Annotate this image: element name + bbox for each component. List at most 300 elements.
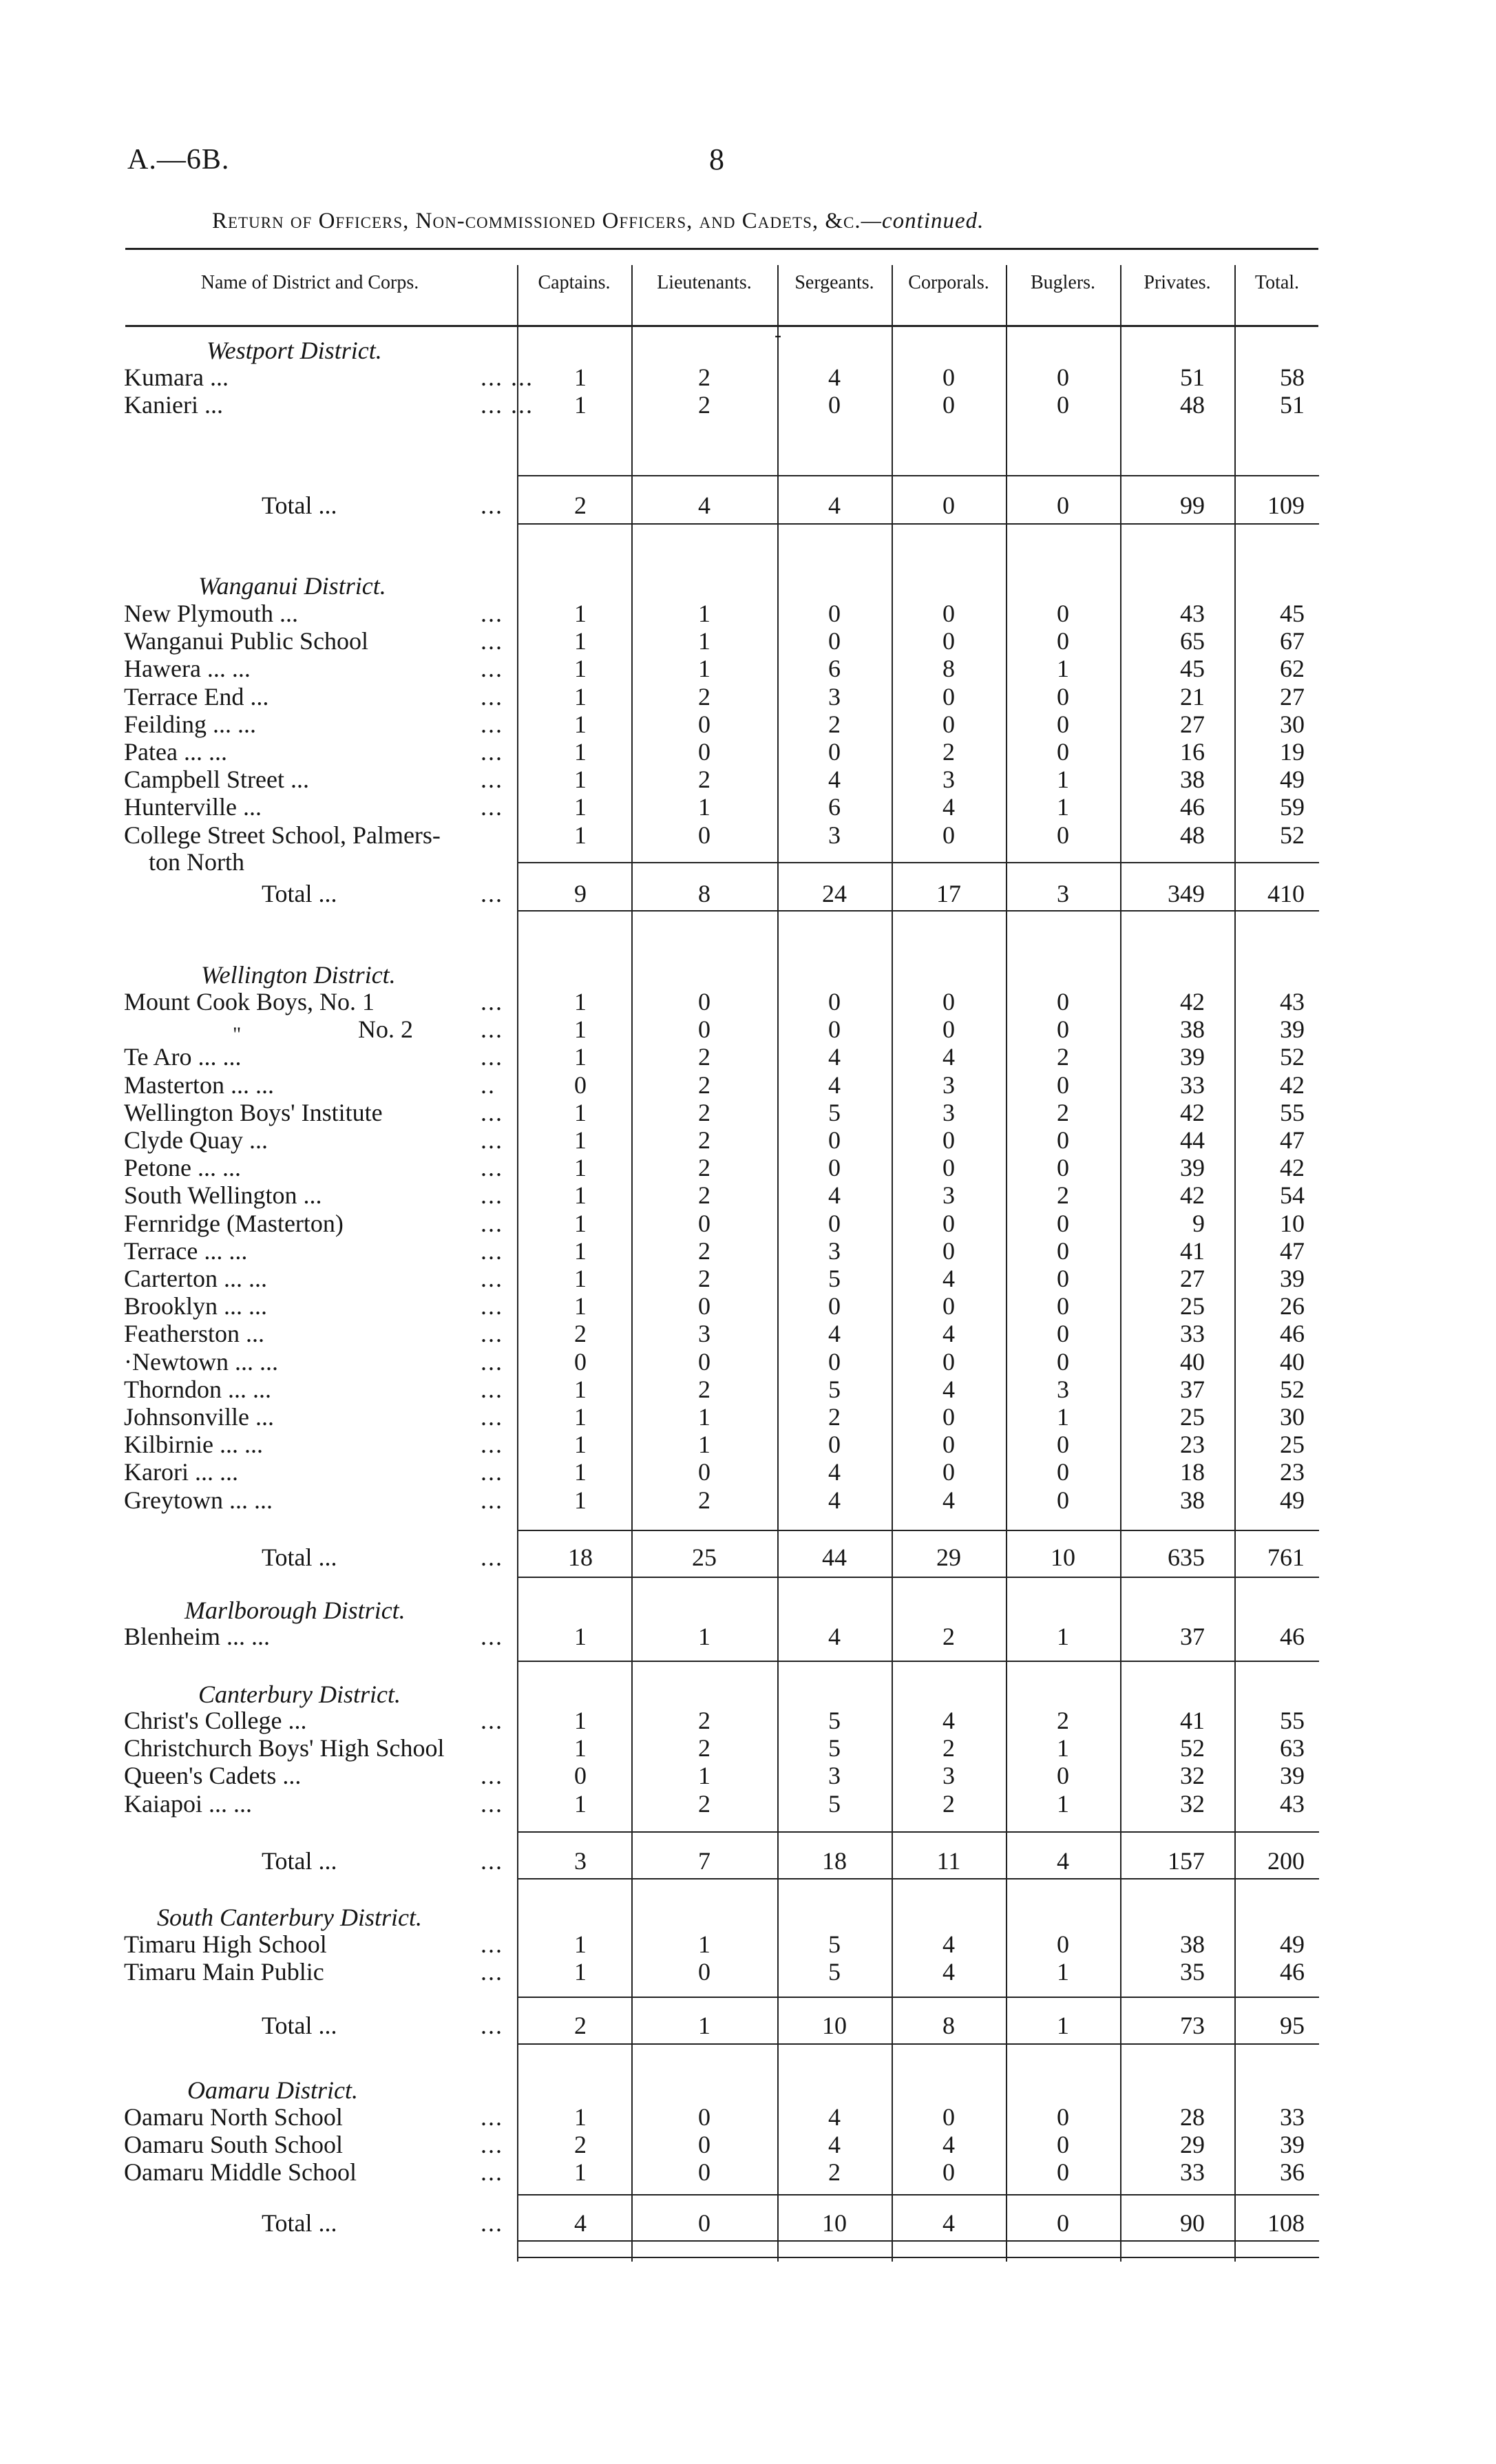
cell-buglers: 1 bbox=[1057, 766, 1069, 793]
cell-lieutenants: 0 bbox=[698, 710, 710, 738]
cell-privates: 29 bbox=[1180, 2131, 1205, 2158]
cell-sergeants: 3 bbox=[828, 1237, 841, 1265]
cell-corporals: 2 bbox=[942, 1734, 955, 1762]
section-rule bbox=[517, 1530, 1319, 1531]
corps-name: Petone ... ... bbox=[124, 1154, 241, 1181]
cell-captains: 4 bbox=[574, 2209, 587, 2237]
cell-buglers: 0 bbox=[1057, 364, 1069, 391]
table-row bbox=[0, 1015, 1496, 1044]
cell-sergeants: 3 bbox=[828, 821, 841, 849]
cell-buglers: 3 bbox=[1057, 880, 1069, 907]
leader-dots: ... bbox=[481, 710, 503, 738]
cell-captains: 1 bbox=[574, 766, 587, 793]
cell-buglers: 0 bbox=[1057, 2103, 1069, 2131]
cell-sergeants: 3 bbox=[828, 1762, 841, 1789]
cell-buglers: 0 bbox=[1057, 1237, 1069, 1265]
corps-name: Feilding ... ... bbox=[124, 710, 257, 738]
cell-captains: 1 bbox=[574, 1015, 587, 1043]
cell-buglers: 1 bbox=[1057, 1623, 1069, 1650]
cell-privates: 32 bbox=[1180, 1790, 1205, 1818]
cell-corporals: 0 bbox=[942, 821, 955, 849]
cell-buglers: 1 bbox=[1057, 1734, 1069, 1762]
cell-buglers: 0 bbox=[1057, 1930, 1069, 1958]
cell-total: 58 bbox=[1280, 364, 1305, 391]
column-header-name: Name of District and Corps. bbox=[200, 272, 419, 293]
cell-buglers: 0 bbox=[1057, 738, 1069, 766]
cell-sergeants: 5 bbox=[828, 1099, 841, 1126]
cell-privates: 42 bbox=[1180, 988, 1205, 1015]
cell-total: 200 bbox=[1267, 1847, 1305, 1875]
cell-captains: 1 bbox=[574, 1403, 587, 1431]
table-bottom-rule bbox=[517, 2257, 1319, 2258]
leader-dots: ... ... bbox=[481, 364, 534, 391]
corps-name: Oamaru North School bbox=[124, 2103, 343, 2131]
table-row bbox=[0, 1402, 1496, 1431]
corps-name: Brooklyn ... ... bbox=[124, 1292, 268, 1320]
cell-captains: 1 bbox=[574, 1154, 587, 1181]
cell-sergeants: 0 bbox=[828, 1126, 841, 1154]
corps-name: Oamaru Middle School bbox=[124, 2158, 357, 2186]
cell-captains: 2 bbox=[574, 492, 587, 519]
cell-lieutenants: 2 bbox=[698, 1790, 710, 1818]
total-row bbox=[0, 1543, 1496, 1572]
cell-sergeants: 6 bbox=[828, 793, 841, 821]
section-rule bbox=[517, 2194, 1319, 2196]
cell-lieutenants: 2 bbox=[698, 1376, 710, 1403]
leader-dots: ... bbox=[481, 766, 503, 793]
table-row bbox=[0, 1292, 1496, 1320]
cell-corporals: 4 bbox=[942, 1958, 955, 1986]
cell-lieutenants: 2 bbox=[698, 683, 710, 710]
corps-name: Johnsonville ... bbox=[124, 1403, 275, 1431]
cell-lieutenants: 0 bbox=[698, 1292, 710, 1320]
district-heading: Marlborough District. bbox=[185, 1597, 405, 1624]
cell-lieutenants: 2 bbox=[698, 1486, 710, 1514]
cell-lieutenants: 0 bbox=[698, 1958, 710, 1986]
cell-buglers: 0 bbox=[1057, 1486, 1069, 1514]
corps-name: Mount Cook Boys, No. 1 bbox=[124, 988, 375, 1015]
cell-captains: 1 bbox=[574, 1181, 587, 1209]
cell-captains: 1 bbox=[574, 1958, 587, 1986]
corps-name: Featherston ... bbox=[124, 1320, 264, 1347]
cell-corporals: 3 bbox=[942, 1762, 955, 1789]
cell-corporals: 0 bbox=[942, 1210, 955, 1237]
cell-lieutenants: 2 bbox=[698, 766, 710, 793]
leader-dots: ... bbox=[481, 1431, 503, 1458]
leader-dots: ... bbox=[481, 1403, 503, 1431]
cell-lieutenants: 0 bbox=[698, 2103, 710, 2131]
cell-privates: 41 bbox=[1180, 1237, 1205, 1265]
corps-name: Wellington Boys' Institute bbox=[124, 1099, 383, 1126]
section-rule bbox=[517, 475, 1319, 476]
leader-dots: ... bbox=[481, 655, 503, 682]
corps-name: Kaiapoi ... ... bbox=[124, 1790, 252, 1818]
cell-buglers: 0 bbox=[1057, 1292, 1069, 1320]
leader-dots: ... bbox=[481, 600, 503, 627]
cell-privates: 51 bbox=[1180, 364, 1205, 391]
header-bottom-rule bbox=[125, 325, 1318, 327]
section-rule bbox=[517, 2240, 1319, 2242]
district-heading: Oamaru District. bbox=[187, 2076, 359, 2104]
cell-corporals: 4 bbox=[942, 1376, 955, 1403]
cell-total: 55 bbox=[1280, 1099, 1305, 1126]
leader-dots: ... bbox=[481, 1847, 503, 1875]
cell-captains: 0 bbox=[574, 1071, 587, 1099]
cell-total: 33 bbox=[1280, 2103, 1305, 2131]
cell-privates: 25 bbox=[1180, 1292, 1205, 1320]
cell-corporals: 0 bbox=[942, 364, 955, 391]
cell-total: 46 bbox=[1280, 1320, 1305, 1347]
cell-sergeants: 4 bbox=[828, 1320, 841, 1347]
cell-lieutenants: 2 bbox=[698, 1734, 710, 1762]
leader-dots: ... bbox=[481, 492, 503, 519]
cell-sergeants: 3 bbox=[828, 683, 841, 710]
cell-sergeants: 2 bbox=[828, 1403, 841, 1431]
cell-lieutenants: 2 bbox=[698, 1154, 710, 1181]
leader-dots: ... bbox=[481, 2131, 503, 2158]
district-heading: Wellington District. bbox=[201, 961, 396, 989]
cell-corporals: 3 bbox=[942, 1099, 955, 1126]
total-row bbox=[0, 879, 1496, 908]
cell-lieutenants: 2 bbox=[698, 1043, 710, 1071]
table-row bbox=[0, 1457, 1496, 1486]
cell-captains: 1 bbox=[574, 1292, 587, 1320]
total-label: Total ... bbox=[262, 1847, 337, 1875]
leader-dots: ... bbox=[481, 1762, 503, 1789]
cell-corporals: 4 bbox=[942, 2209, 955, 2237]
cell-corporals: 29 bbox=[936, 1544, 961, 1571]
cell-total: 43 bbox=[1280, 988, 1305, 1015]
cell-captains: 1 bbox=[574, 1707, 587, 1734]
leader-dots: ... bbox=[481, 683, 503, 710]
leader-dots: .. bbox=[481, 1071, 496, 1099]
corps-name: Hunterville ... bbox=[124, 793, 262, 821]
cell-total: 47 bbox=[1280, 1126, 1305, 1154]
cell-sergeants: 6 bbox=[828, 655, 841, 682]
cell-total: 49 bbox=[1280, 766, 1305, 793]
table-row bbox=[0, 626, 1496, 655]
cell-privates: 32 bbox=[1180, 1762, 1205, 1789]
cell-privates: 43 bbox=[1180, 600, 1205, 627]
cell-total: 46 bbox=[1280, 1623, 1305, 1650]
leader-dots: ... bbox=[481, 1237, 503, 1265]
leader-dots: ... bbox=[481, 1126, 503, 1154]
cell-corporals: 0 bbox=[942, 1015, 955, 1043]
cell-lieutenants: 1 bbox=[698, 1762, 710, 1789]
cell-lieutenants: 0 bbox=[698, 2131, 710, 2158]
section-rule bbox=[517, 2043, 1319, 2045]
cell-privates: 39 bbox=[1180, 1043, 1205, 1071]
total-label: Total ... bbox=[262, 1544, 337, 1571]
cell-sergeants: 5 bbox=[828, 1707, 841, 1734]
cell-total: 39 bbox=[1280, 2131, 1305, 2158]
cell-total: 54 bbox=[1280, 1181, 1305, 1209]
cell-sergeants: 10 bbox=[822, 2209, 847, 2237]
cell-corporals: 2 bbox=[942, 1623, 955, 1650]
cell-captains: 2 bbox=[574, 2012, 587, 2039]
cell-lieutenants: 0 bbox=[698, 988, 710, 1015]
table-row bbox=[0, 1236, 1496, 1265]
cell-buglers: 0 bbox=[1057, 2131, 1069, 2158]
corps-name: Karori ... ... bbox=[124, 1458, 238, 1486]
cell-buglers: 2 bbox=[1057, 1181, 1069, 1209]
cell-privates: 25 bbox=[1180, 1403, 1205, 1431]
cell-lieutenants: 0 bbox=[698, 1348, 710, 1376]
cell-total: 63 bbox=[1280, 1734, 1305, 1762]
cell-total: 761 bbox=[1267, 1544, 1305, 1571]
leader-dots: ... bbox=[481, 1376, 503, 1403]
corps-name: Kilbirnie ... ... bbox=[124, 1431, 263, 1458]
cell-corporals: 4 bbox=[942, 1043, 955, 1071]
corps-name: Te Aro ... ... bbox=[124, 1043, 242, 1071]
section-rule bbox=[517, 1577, 1319, 1578]
corps-name-continuation: ton North bbox=[149, 848, 244, 876]
leader-dots: ... bbox=[481, 2103, 503, 2131]
cell-privates: 42 bbox=[1180, 1099, 1205, 1126]
cell-captains: 1 bbox=[574, 2158, 587, 2186]
corps-name: Christ's College ... bbox=[124, 1707, 307, 1734]
cell-privates: 42 bbox=[1180, 1181, 1205, 1209]
cell-privates: 99 bbox=[1180, 492, 1205, 519]
cell-privates: 41 bbox=[1180, 1707, 1205, 1734]
cell-lieutenants: 0 bbox=[698, 1458, 710, 1486]
cell-lieutenants: 1 bbox=[698, 1403, 710, 1431]
table-row bbox=[0, 2158, 1496, 2187]
cell-corporals: 8 bbox=[942, 655, 955, 682]
cell-buglers: 1 bbox=[1057, 655, 1069, 682]
cell-lieutenants: 1 bbox=[698, 600, 710, 627]
cell-lieutenants: 0 bbox=[698, 1015, 710, 1043]
district-heading: Westport District. bbox=[207, 337, 382, 364]
cell-corporals: 4 bbox=[942, 1707, 955, 1734]
cell-privates: 157 bbox=[1168, 1847, 1205, 1875]
cell-captains: 1 bbox=[574, 2103, 587, 2131]
cell-corporals: 4 bbox=[942, 1486, 955, 1514]
cell-total: 30 bbox=[1280, 1403, 1305, 1431]
leader-dots: ... bbox=[481, 627, 503, 655]
total-label: Total ... bbox=[262, 2012, 337, 2039]
cell-buglers: 1 bbox=[1057, 2012, 1069, 2039]
cell-privates: 33 bbox=[1180, 1320, 1205, 1347]
cell-privates: 45 bbox=[1180, 655, 1205, 682]
cell-captains: 1 bbox=[574, 1431, 587, 1458]
column-header-total: Total. bbox=[1254, 272, 1300, 293]
cell-total: 23 bbox=[1280, 1458, 1305, 1486]
cell-privates: 27 bbox=[1180, 1265, 1205, 1292]
cell-lieutenants: 2 bbox=[698, 1707, 710, 1734]
table-row bbox=[0, 1734, 1496, 1762]
corps-name: Patea ... ... bbox=[124, 738, 227, 766]
cell-corporals: 2 bbox=[942, 1790, 955, 1818]
cell-privates: 33 bbox=[1180, 2158, 1205, 2186]
cell-sergeants: 0 bbox=[828, 1154, 841, 1181]
cell-corporals: 4 bbox=[942, 1320, 955, 1347]
cell-captains: 9 bbox=[574, 880, 587, 907]
cell-sergeants: 0 bbox=[828, 988, 841, 1015]
cell-corporals: 4 bbox=[942, 1930, 955, 1958]
cell-captains: 1 bbox=[574, 1210, 587, 1237]
cell-captains: 1 bbox=[574, 793, 587, 821]
cell-buglers: 0 bbox=[1057, 1210, 1069, 1237]
leader-dots: ... bbox=[481, 880, 503, 907]
cell-sergeants: 4 bbox=[828, 766, 841, 793]
cell-total: 49 bbox=[1280, 1486, 1305, 1514]
cell-captains: 1 bbox=[574, 1790, 587, 1818]
cell-lieutenants: 2 bbox=[698, 364, 710, 391]
table-row bbox=[0, 1319, 1496, 1348]
table-title bbox=[212, 209, 984, 234]
cell-sergeants: 5 bbox=[828, 1265, 841, 1292]
cell-sergeants: 0 bbox=[828, 738, 841, 766]
leader-dots: ... bbox=[481, 1544, 503, 1571]
table-row bbox=[0, 1153, 1496, 1182]
cell-sergeants: 4 bbox=[828, 2131, 841, 2158]
leader-dots: ... bbox=[481, 1930, 503, 1958]
corps-name: ·Newtown ... ... bbox=[124, 1348, 278, 1376]
cell-buglers: 0 bbox=[1057, 1348, 1069, 1376]
cell-privates: 635 bbox=[1168, 1544, 1205, 1571]
leader-dots: ... bbox=[481, 738, 503, 766]
cell-captains: 1 bbox=[574, 1099, 587, 1126]
cell-privates: 44 bbox=[1180, 1126, 1205, 1154]
table-row bbox=[0, 1126, 1496, 1155]
cell-sergeants: 5 bbox=[828, 1930, 841, 1958]
table-row bbox=[0, 1789, 1496, 1818]
corps-name: New Plymouth ... bbox=[124, 600, 299, 627]
cell-corporals: 0 bbox=[942, 492, 955, 519]
cell-lieutenants: 0 bbox=[698, 821, 710, 849]
cell-corporals: 4 bbox=[942, 2131, 955, 2158]
corps-name: Clyde Quay ... bbox=[124, 1126, 268, 1154]
cell-total: 59 bbox=[1280, 793, 1305, 821]
cell-privates: 38 bbox=[1180, 1930, 1205, 1958]
cell-total: 40 bbox=[1280, 1348, 1305, 1376]
cell-captains: 1 bbox=[574, 1043, 587, 1071]
cell-corporals: 0 bbox=[942, 710, 955, 738]
cell-privates: 73 bbox=[1180, 2012, 1205, 2039]
corps-name: Timaru High School bbox=[124, 1930, 327, 1958]
cell-total: 26 bbox=[1280, 1292, 1305, 1320]
cell-total: 62 bbox=[1280, 655, 1305, 682]
cell-sergeants: 5 bbox=[828, 1958, 841, 1986]
corps-name: Queen's Cadets ... bbox=[124, 1762, 302, 1789]
cell-lieutenants: 1 bbox=[698, 1623, 710, 1650]
table-title-continued: —continued. bbox=[861, 209, 984, 233]
total-row bbox=[0, 2011, 1496, 2040]
cell-lieutenants: 0 bbox=[698, 1210, 710, 1237]
cell-lieutenants: 1 bbox=[698, 627, 710, 655]
cell-total: 27 bbox=[1280, 683, 1305, 710]
cell-buglers: 0 bbox=[1057, 391, 1069, 419]
cell-captains: 1 bbox=[574, 391, 587, 419]
cell-privates: 37 bbox=[1180, 1623, 1205, 1650]
cell-sergeants: 4 bbox=[828, 1043, 841, 1071]
table-row bbox=[0, 1375, 1496, 1404]
cell-total: 39 bbox=[1280, 1265, 1305, 1292]
cell-buglers: 0 bbox=[1057, 600, 1069, 627]
leader-dots: ... bbox=[481, 1210, 503, 1237]
table-row bbox=[0, 1930, 1496, 1959]
cell-total: 52 bbox=[1280, 821, 1305, 849]
cell-buglers: 1 bbox=[1057, 1403, 1069, 1431]
cell-total: 109 bbox=[1267, 492, 1305, 519]
cell-sergeants: 5 bbox=[828, 1790, 841, 1818]
cell-privates: 27 bbox=[1180, 710, 1205, 738]
cell-captains: 2 bbox=[574, 2131, 587, 2158]
cell-corporals: 0 bbox=[942, 1126, 955, 1154]
cell-corporals: 0 bbox=[942, 1292, 955, 1320]
corps-name: Terrace End ... bbox=[124, 683, 269, 710]
cell-privates: 16 bbox=[1180, 738, 1205, 766]
leader-dots: ... bbox=[481, 2209, 503, 2237]
cell-sergeants: 5 bbox=[828, 1376, 841, 1403]
cell-total: 30 bbox=[1280, 710, 1305, 738]
corps-name: Campbell Street ... bbox=[124, 766, 309, 793]
cell-buglers: 0 bbox=[1057, 492, 1069, 519]
cell-buglers: 3 bbox=[1057, 1376, 1069, 1403]
section-rule bbox=[517, 1831, 1319, 1833]
corps-name: Oamaru South School bbox=[124, 2131, 343, 2158]
table-row bbox=[0, 1430, 1496, 1459]
cell-captains: 3 bbox=[574, 1847, 587, 1875]
cell-buglers: 2 bbox=[1057, 1043, 1069, 1071]
corps-name: South Wellington ... bbox=[124, 1181, 322, 1209]
cell-buglers: 10 bbox=[1051, 1544, 1075, 1571]
total-row bbox=[0, 491, 1496, 520]
cell-total: 19 bbox=[1280, 738, 1305, 766]
cell-buglers: 0 bbox=[1057, 683, 1069, 710]
cell-lieutenants: 2 bbox=[698, 1126, 710, 1154]
table-row bbox=[0, 654, 1496, 683]
table-row bbox=[0, 987, 1496, 1016]
cell-sergeants: 0 bbox=[828, 1015, 841, 1043]
cell-corporals: 0 bbox=[942, 1154, 955, 1181]
table-row bbox=[0, 2130, 1496, 2159]
leader-dots: ... ... bbox=[481, 391, 534, 419]
corps-name: Masterton ... ... bbox=[124, 1071, 274, 1099]
cell-lieutenants: 2 bbox=[698, 391, 710, 419]
cell-sergeants: 0 bbox=[828, 1210, 841, 1237]
cell-captains: 1 bbox=[574, 710, 587, 738]
cell-sergeants: 2 bbox=[828, 2158, 841, 2186]
cell-sergeants: 18 bbox=[822, 1847, 847, 1875]
cell-captains: 1 bbox=[574, 1376, 587, 1403]
cell-privates: 40 bbox=[1180, 1348, 1205, 1376]
table-row bbox=[0, 1042, 1496, 1071]
cell-privates: 46 bbox=[1180, 793, 1205, 821]
corps-name: Greytown ... ... bbox=[124, 1486, 273, 1514]
leader-dots: ... bbox=[481, 1958, 503, 1986]
leader-dots: ... bbox=[481, 1015, 503, 1043]
header-top-rule bbox=[125, 248, 1318, 250]
table-row bbox=[0, 1209, 1496, 1238]
column-header-privates: Privates. bbox=[1144, 272, 1211, 293]
cell-buglers: 0 bbox=[1057, 1265, 1069, 1292]
cell-lieutenants: 1 bbox=[698, 793, 710, 821]
cell-sergeants: 5 bbox=[828, 1734, 841, 1762]
cell-sergeants: 0 bbox=[828, 1292, 841, 1320]
table-row bbox=[0, 710, 1496, 739]
cell-total: 39 bbox=[1280, 1762, 1305, 1789]
leader-dots: ... bbox=[481, 1458, 503, 1486]
cell-total: 39 bbox=[1280, 1015, 1305, 1043]
cell-buglers: 0 bbox=[1057, 821, 1069, 849]
table-row bbox=[0, 1071, 1496, 1099]
total-row bbox=[0, 1846, 1496, 1875]
corps-name: Kanieri ... bbox=[124, 391, 223, 419]
leader-dots: ... bbox=[481, 1043, 503, 1071]
leader-dots: ... bbox=[481, 1486, 503, 1514]
